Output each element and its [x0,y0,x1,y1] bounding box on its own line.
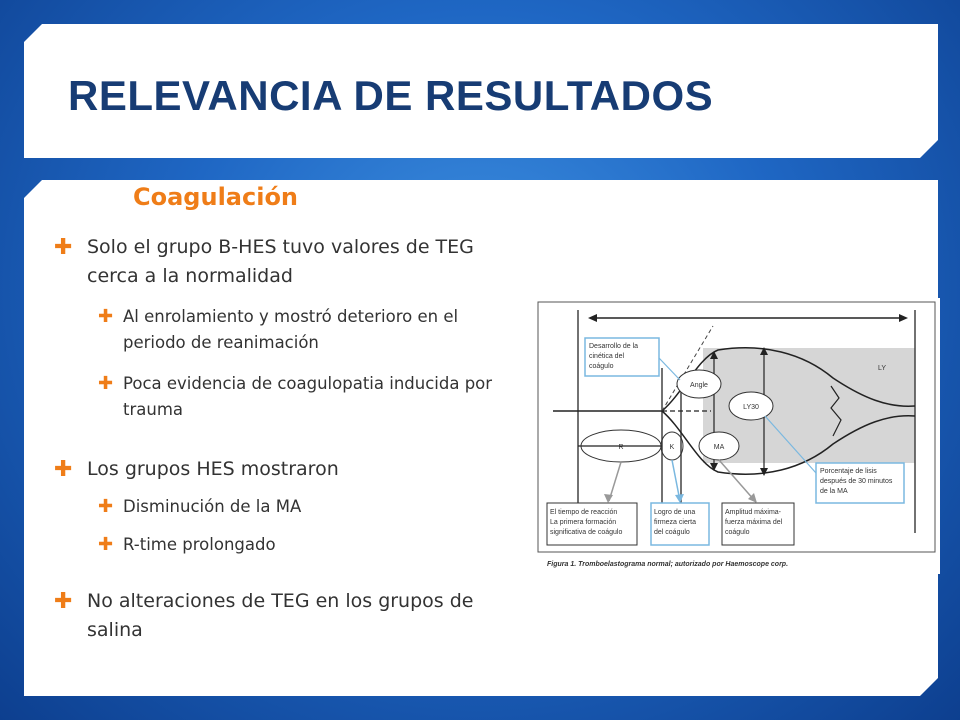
teg-figure [533,298,940,574]
box-lisis-text: Porcentaje de lisis después de 30 minutos de la MA [820,468,893,495]
section-subheading: Coagulación [133,183,299,211]
sub-bullet-enrolamiento [98,304,513,356]
box-firmeza-text: Logro de una firmeza cierta del coágulo [654,509,697,536]
bullet-b-hes [54,233,507,291]
plus-bullet-icon: ✚ [98,373,114,394]
ly-label: LY [878,365,887,372]
plus-bullet-icon: ✚ [54,589,73,614]
bullet-text: Solo el grupo B-HES tuvo valores de TEG cerca a la normalidad [87,236,474,287]
slide-title: RELEVANCIA DE RESULTADOS [68,72,714,119]
box-reaccion-text: El tiempo de reacción La primera formación significativa de coágulo [550,509,623,536]
bullet-text: Disminución de la MA [123,497,302,516]
r-label: R [618,444,624,451]
bullet-text: Los grupos HES mostraron [87,458,339,480]
sub-bullet-ma [98,494,513,520]
bullet-text: Al enrolamiento y mostró deterioro en el periodo de reanimación [123,307,459,352]
teg-diagram [533,298,940,574]
sub-bullet-r-time [98,532,513,558]
bullet-text: R-time prolongado [123,535,276,554]
plus-bullet-icon: ✚ [98,496,114,517]
bullet-text: Poca evidencia de coagulopatia inducida por trauma [123,374,493,419]
bullet-hes-groups [54,455,507,484]
angle-label: Angle [690,382,708,389]
ma-label: MA [713,444,725,451]
figure-caption: Figura 1. Tromboelastograma normal; autorizado por Haemoscope corp. [547,561,789,568]
plus-bullet-icon: ✚ [98,306,114,327]
box-cinetica-text: Desarrollo de la cinética del coágulo [589,343,639,370]
plus-bullet-icon: ✚ [54,235,73,260]
bullet-text: No alteraciones de TEG en los grupos de salina [87,590,474,641]
plus-bullet-icon: ✚ [54,457,73,482]
sub-bullet-coagulopatia [98,371,513,423]
ly30-label: LY30 [743,404,759,411]
box-amplitud-text: Amplitud máxima- fuerza máxima del coágulo [725,509,783,536]
k-label: K [669,444,675,451]
plus-bullet-icon: ✚ [98,534,114,555]
bullet-salina [54,587,507,645]
